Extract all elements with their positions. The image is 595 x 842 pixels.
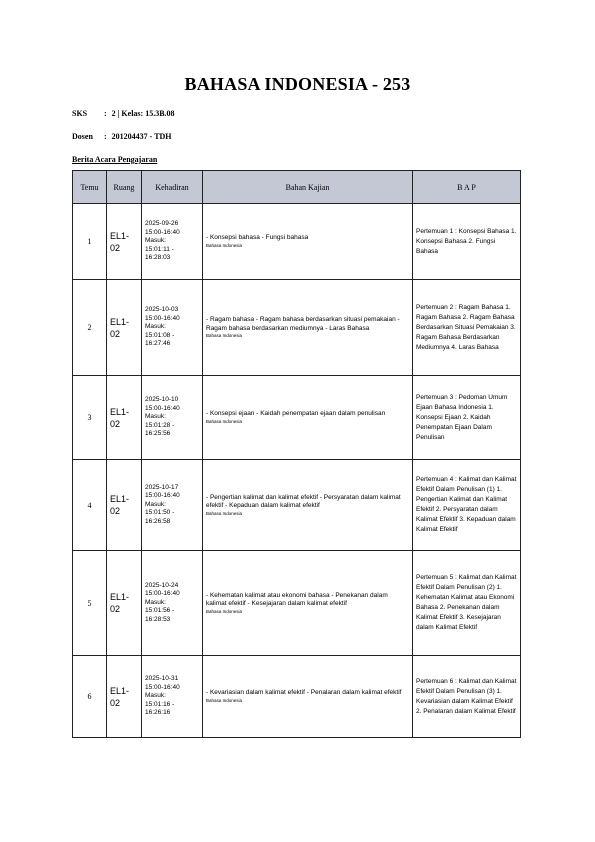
bahan-kajian-cell [203,280,413,376]
bap-cell: Pertemuan 5 : Kalimat dan Kalimat Efektif Dalam Penulisan (2) 1. Kehematan Kalimat atau Ekonomi Bahasa 2. Penekanan dalam Kalimat Efektif 3. Kesejajaran dalam Kalimat Efektif [413,551,521,656]
ruang-cell: EL1-02 [107,376,142,460]
kehadiran-label: Masuk: [145,598,166,606]
bahan-kajian-cell [203,551,413,656]
bahan-kajian-subject: Bahasa Indonesia [206,608,243,614]
bahan-kajian-text: - Ragam bahasa - Ragam bahasa berdasarkan situasi pemakaian - Ragam bahasa berdasarkan mediumnya - Laras Bahasa [206,316,400,332]
dosen-row [72,132,172,141]
ruang-cell: EL1-02 [107,280,142,376]
bahan-kajian-cell [203,656,413,738]
sks-row [72,109,175,118]
bahan-kajian-text: - Konsepsi bahasa - Fungsi bahasa [206,234,309,242]
bahan-kajian-text: - Kevariasian dalam kalimat efektif - Penalaran dalam kalimat efektif [206,689,402,697]
header-temu: Temu [73,171,107,204]
sks-label: SKS [72,109,88,118]
kehadiran-cell [142,460,203,551]
table-row [73,204,521,280]
table-row [73,376,521,460]
kehadiran-cell [142,376,203,460]
bap-cell: Pertemuan 4 : Kalimat dan Kalimat Efektif Dalam Penulisan (1) 1. Pengertian Kalimat dan Kalimat Efektif 2. Persyaratan dalam Kalimat Efektif 3. Kepaduan dalam Kalimat Efektif [413,460,521,551]
kehadiran-date: 2025-10-31 [145,675,179,683]
kehadiran-in: 15:01:28 - [145,421,175,429]
kehadiran-out: 16:28:03 [145,254,171,262]
temu-cell: 5 [73,551,107,656]
kehadiran-date: 2025-10-17 [145,483,179,491]
kehadiran-date: 2025-10-24 [145,581,179,589]
kehadiran-out: 16:27:46 [145,340,171,348]
ruang-cell: EL1-02 [107,656,142,738]
kehadiran-in: 15:01:16 - [145,700,175,708]
bap-table [72,170,521,738]
kehadiran-cell [142,656,203,738]
bahan-kajian-cell [203,204,413,280]
temu-cell: 6 [73,656,107,738]
sks-value: 2 | Kelas: 15.3B.08 [111,109,175,118]
bahan-kajian-text: - Pengertian kalimat dan kalimat efektif - Persyaratan dalam kalimat efektif - Kepaduan dalam kalimat efektif [206,493,401,509]
bahan-kajian-cell [203,460,413,551]
temu-cell: 1 [73,204,107,280]
table-header-row [73,171,521,204]
bap-cell: Pertemuan 6 : Kalimat dan Kalimat Efektif Dalam Penulisan (3) 1. Kevariasian dalam Kalimat Efektif 2. Penalaran dalam Kalimat Efektif [413,656,521,738]
table-row [73,551,521,656]
bahan-kajian-text: - Konsepsi ejaan - Kaidah penempatan ejaan dalam penulisan [206,410,386,418]
kehadiran-in: 15:01:56 - [145,607,175,615]
bahan-kajian-subject: Bahasa Indonesia [206,418,243,424]
kehadiran-out: 16:26:58 [145,517,171,525]
kehadiran-schedule: 15:00-16:40 [145,590,180,598]
kehadiran-in: 15:01:08 - [145,331,175,339]
bahan-kajian-text: - Kehematan kalimat atau ekonomi bahasa - Penekanan dalam kalimat efektif - Kesejajaran dalam kalimat efektif [206,591,388,607]
bahan-kajian-subject: Bahasa Indonesia [206,510,243,516]
section-title: Berita Acara Pengajaran [72,155,158,164]
bap-cell: Pertemuan 1 : Konsepsi Bahasa 1. Konsepsi Bahasa 2. Fungsi Bahasa [413,204,521,280]
bahan-kajian-subject: Bahasa Indonesia [206,697,243,703]
header-kehadiran: Kehadiran [142,171,203,204]
table-row [73,460,521,551]
kehadiran-label: Masuk: [145,500,166,508]
ruang-cell: EL1-02 [107,204,142,280]
temu-cell: 2 [73,280,107,376]
kehadiran-label: Masuk: [145,692,166,700]
kehadiran-date: 2025-10-10 [145,396,179,404]
kehadiran-schedule: 15:00-16:40 [145,404,180,412]
kehadiran-label: Masuk: [145,237,166,245]
ruang-cell: EL1-02 [107,551,142,656]
table-row [73,280,521,376]
kehadiran-schedule: 15:00-16:40 [145,492,180,500]
kehadiran-date: 2025-10-03 [145,306,179,314]
dosen-separator: : [104,132,107,141]
kehadiran-schedule: 15:00-16:40 [145,683,180,691]
ruang-cell: EL1-02 [107,460,142,551]
temu-cell: 3 [73,376,107,460]
kehadiran-out: 16:26:16 [145,709,171,717]
kehadiran-cell [142,551,203,656]
kehadiran-in: 15:01:50 - [145,509,175,517]
bap-cell: Pertemuan 2 : Ragam Bahasa 1. Ragam Bahasa 2. Ragam Bahasa Berdasarkan Situasi Pemakaian 3. Ragam Bahasa Berdasarkan Mediumnya 4. Laras Bahasa [413,280,521,376]
kehadiran-label: Masuk: [145,413,166,421]
header-bap: B A P [413,171,521,204]
bahan-kajian-subject: Bahasa Indonesia [206,242,243,248]
temu-cell: 4 [73,460,107,551]
page-title: BAHASA INDONESIA - 253 [184,74,411,94]
bap-cell: Pertemuan 3 : Pedoman Umum Ejaan Bahasa Indonesia 1. Konsepsi Ejaan 2. Kaidah Penempatan Ejaan Dalam Penulisan [413,376,521,460]
kehadiran-cell [142,204,203,280]
kehadiran-schedule: 15:00-16:40 [145,228,180,236]
kehadiran-label: Masuk: [145,323,166,331]
header-bahan-kajian: Bahan Kajian [203,171,413,204]
table-row [73,656,521,738]
kehadiran-in: 15:01:11 - [145,245,174,253]
kehadiran-out: 16:25:56 [145,430,171,438]
sks-separator: : [104,109,107,118]
dosen-value: 201204437 - TDH [111,132,172,141]
dosen-label: Dosen [72,132,93,141]
kehadiran-out: 16:28:53 [145,615,171,623]
kehadiran-cell [142,280,203,376]
bahan-kajian-subject: Bahasa Indonesia [206,333,243,338]
kehadiran-date: 2025-09-26 [145,220,179,228]
header-ruang: Ruang [107,171,142,204]
bahan-kajian-cell [203,376,413,460]
kehadiran-schedule: 15:00-16:40 [145,314,180,322]
